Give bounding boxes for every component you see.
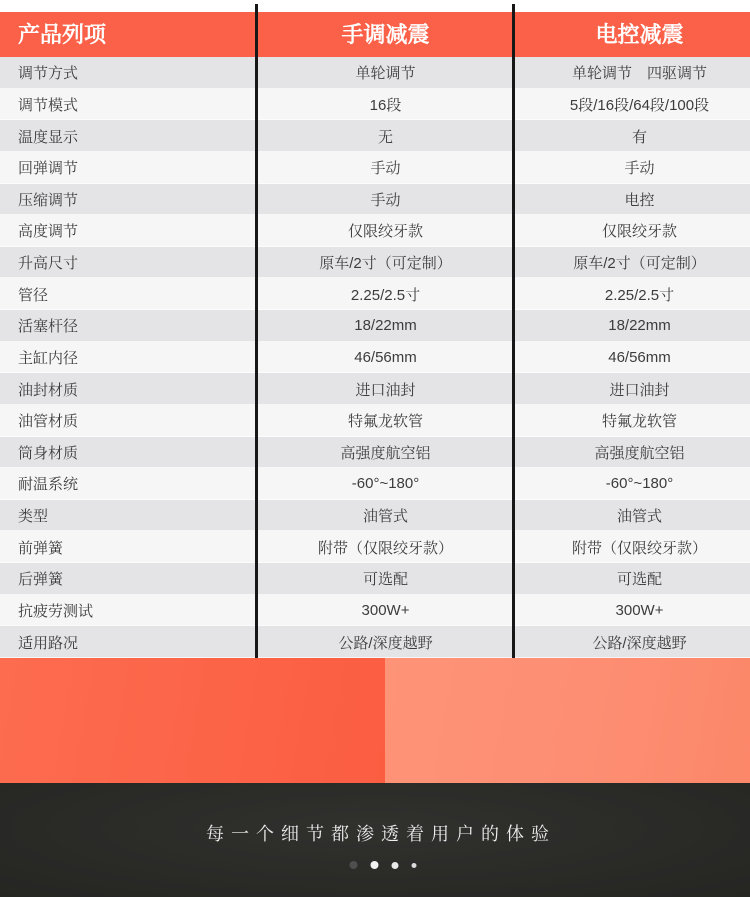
row-label: 抗疲劳测试 [18,602,94,620]
slogan-text: 每一个细节都渗透着用户的体验 [206,824,556,844]
table-row [0,373,750,405]
electronic-shock-value: 300W+ [615,601,664,619]
row-label: 类型 [18,508,49,526]
manual-shock-value: 公路/深度越野 [338,634,433,652]
table-row [0,405,750,437]
col-header-manual-shock: 手调减震 [341,22,430,47]
column-divider-1 [255,4,258,658]
col-header-product-items: 产品列项 [18,22,107,47]
row-label: 主缸内径 [18,349,79,367]
row-label: 活塞杆径 [18,318,79,336]
manual-shock-value: 高强度航空铝 [340,444,431,462]
row-label: 前弹簧 [18,539,64,557]
row-label: 调节方式 [18,65,79,83]
electronic-shock-value: 单轮调节 四驱调节 [571,65,707,83]
table-row [0,310,750,342]
row-label: 升高尺寸 [18,255,79,273]
manual-shock-value: 46/56mm [354,348,417,366]
banner-right-panel [385,658,750,783]
slogan-section [0,783,750,897]
row-label: 筒身材质 [18,444,79,462]
electronic-shock-value: 进口油封 [609,381,670,399]
table-row [0,500,750,532]
electronic-shock-value: 可选配 [616,571,662,589]
electronic-shock-value: 电控 [624,191,655,209]
electronic-shock-value: 有 [631,128,647,146]
col-header-electronic-shock: 电控减震 [595,22,684,47]
table-row [0,278,750,310]
electronic-shock-value: -60°~180° [605,475,674,493]
manual-shock-value: 可选配 [362,571,408,589]
electronic-shock-value: 手动 [624,160,655,178]
manual-shock-value: 手动 [370,160,401,178]
promo-banner [0,658,750,783]
table-row [0,89,750,121]
carousel-dot[interactable] [412,863,417,868]
manual-shock-value: 300W+ [361,601,410,619]
row-label: 适用路况 [18,634,79,652]
manual-shock-value: 特氟龙软管 [347,413,423,431]
table-row [0,531,750,563]
table-row [0,563,750,595]
manual-shock-value: 2.25/2.5寸 [350,286,421,304]
table-row [0,152,750,184]
table-row [0,468,750,500]
column-divider-2 [512,4,515,658]
manual-shock-value: 进口油封 [355,381,416,399]
row-label: 回弹调节 [18,160,79,178]
electronic-shock-value: 附带（仅限绞牙款） [571,539,707,557]
table-row [0,626,750,658]
electronic-shock-value: 公路/深度越野 [592,634,687,652]
row-label: 耐温系统 [18,476,79,494]
manual-shock-value: 无 [377,128,393,146]
table-body [0,57,750,658]
top-white-strip [0,0,750,12]
product-comparison-table [0,12,750,658]
electronic-shock-value: 油管式 [616,508,662,526]
row-label: 温度显示 [18,128,79,146]
electronic-shock-value: 仅限绞牙款 [601,223,677,241]
table-row [0,595,750,627]
row-label: 高度调节 [18,223,79,241]
row-label: 油封材质 [18,381,79,399]
carousel-dot[interactable] [371,861,379,869]
manual-shock-value: 单轮调节 [355,65,416,83]
manual-shock-value: 仅限绞牙款 [347,223,423,241]
row-label: 压缩调节 [18,191,79,209]
table-row [0,247,750,279]
row-label: 油管材质 [18,413,79,431]
manual-shock-value: -60°~180° [351,475,420,493]
manual-shock-value: 附带（仅限绞牙款） [317,539,453,557]
table-row [0,184,750,216]
table-row [0,342,750,374]
row-label: 调节模式 [18,96,79,114]
electronic-shock-value: 2.25/2.5寸 [604,286,675,304]
manual-shock-value: 18/22mm [354,317,417,335]
manual-shock-value: 手动 [370,191,401,209]
electronic-shock-value: 18/22mm [608,317,671,335]
table-header-row [0,12,750,57]
electronic-shock-value: 高强度航空铝 [594,444,685,462]
carousel-dot[interactable] [392,862,399,869]
row-label: 管径 [18,286,49,304]
manual-shock-value: 油管式 [362,508,408,526]
manual-shock-value: 16段 [369,96,402,114]
carousel-dot[interactable] [350,861,358,869]
carousel-dots [350,861,417,869]
electronic-shock-value: 46/56mm [608,348,671,366]
electronic-shock-value: 特氟龙软管 [601,413,677,431]
banner-left-panel [0,658,385,783]
electronic-shock-value: 原车/2寸（可定制） [573,255,706,273]
manual-shock-value: 原车/2寸（可定制） [319,255,452,273]
electronic-shock-value: 5段/16段/64段/100段 [569,96,710,114]
table-row [0,215,750,247]
row-label: 后弹簧 [18,571,64,589]
table-row [0,437,750,469]
table-row [0,120,750,152]
table-row [0,57,750,89]
